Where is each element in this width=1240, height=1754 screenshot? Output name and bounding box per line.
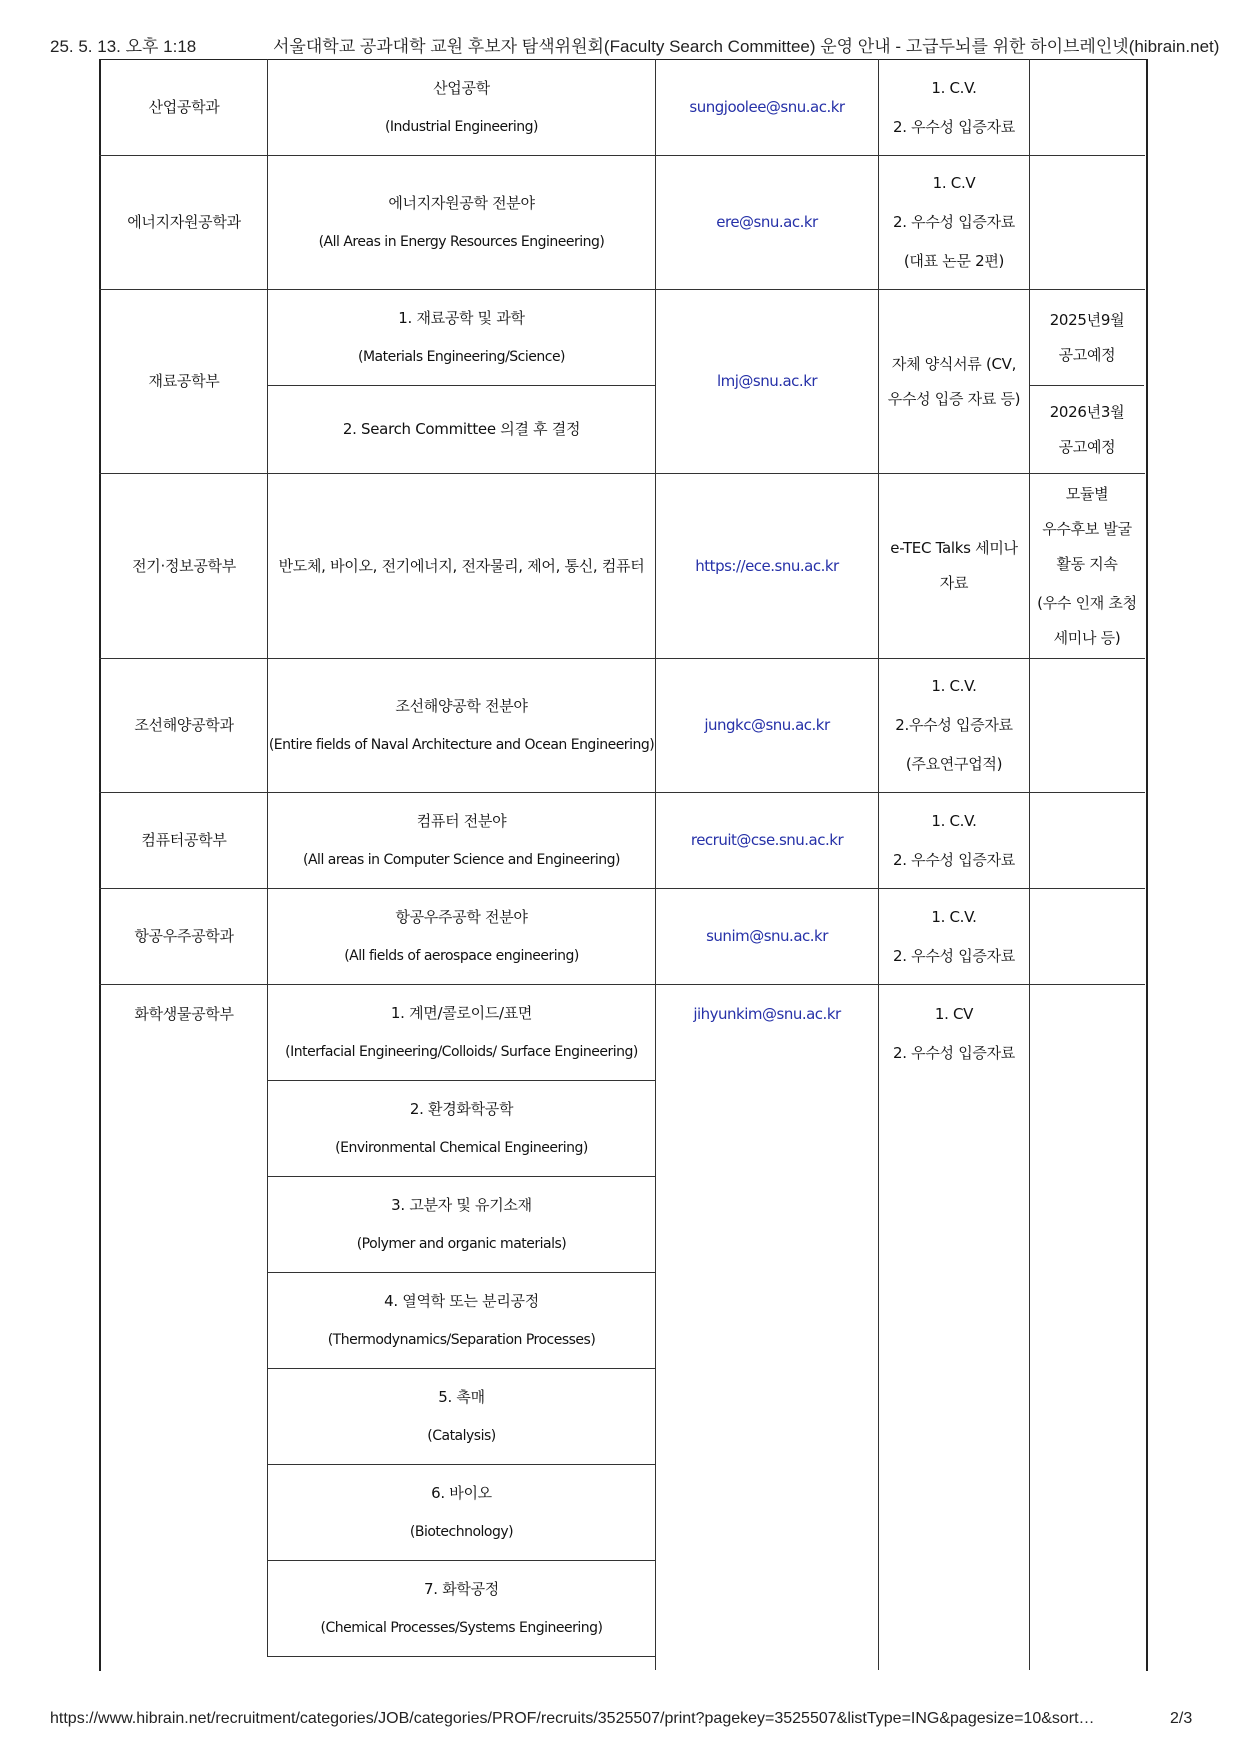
field-cell: 2. 환경화학공학 (Environmental Chemical Engineering): [335, 1100, 588, 1156]
field-cell: 1. 계면/콜로이드/표면 (Interfacial Engineering/Colloids/ Surface Engineering): [285, 1004, 638, 1060]
field-cell: 3. 고분자 및 유기소재 (Polymer and organic materials): [356, 1196, 567, 1252]
contact-cell: [656, 156, 878, 289]
dept-cell: 전기·정보공학부: [132, 556, 236, 575]
field-cell: 2. Search Committee 의결 후 결정: [342, 420, 581, 438]
notes-cell: 모듈별 우수후보 발굴 활동 지속 (우수 인재 초청 세미나 등): [1037, 484, 1137, 647]
dept-cell: 산업공학과: [148, 98, 220, 116]
documents-cell: 1. CV 2. 우수성 입증자료: [893, 1005, 1015, 1062]
documents-cell: 1. C.V. 2.우수성 입증자료 (주요연구업적): [895, 677, 1013, 773]
dept-cell: 컴퓨터공학부: [141, 831, 227, 849]
field-cell: 4. 열역학 또는 분리공정 (Thermodynamics/Separation Processes): [327, 1292, 596, 1348]
field-cell: 산업공학 (Industrial Engineering): [384, 79, 539, 135]
dept-cell: 에너지자원공학과: [127, 213, 241, 231]
field-cell: 컴퓨터 전분야 (All areas in Computer Science and Engineering): [303, 812, 620, 868]
page-url: https://www.hibrain.net/recruitment/categories/JOB/categories/PROF/recruits/3525507/print?pagekey=3525507&listType=ING&pagesize=10&sort…: [50, 1710, 1095, 1727]
dept-cell: 화학생물공학부: [134, 1005, 234, 1023]
documents-cell: 1. C.V. 2. 우수성 입증자료: [893, 78, 1015, 136]
documents-cell: 자체 양식서류 (CV, 우수성 입증 자료 등): [887, 354, 1021, 408]
email-link[interactable]: recruit@cse.snu.ac.kr: [690, 831, 844, 849]
email-link[interactable]: lmj@snu.ac.kr: [716, 372, 818, 390]
email-link[interactable]: jihyunkim@snu.ac.kr: [693, 1005, 841, 1023]
contact-cell: [656, 290, 878, 473]
email-link[interactable]: sunim@snu.ac.kr: [706, 927, 828, 945]
contact-cell: [656, 474, 878, 658]
field-cell: 반도체, 바이오, 전기에너지, 전자물리, 제어, 통신, 컴퓨터: [278, 556, 645, 575]
dept-cell: 항공우주공학과: [134, 927, 234, 945]
field-cell: 조선해양공학 전분야 (Entire fields of Naval Architecture and Ocean Engineering): [268, 697, 655, 753]
contact-cell: [656, 889, 878, 984]
email-link[interactable]: jungkc@snu.ac.kr: [704, 716, 830, 734]
field-cell: 5. 촉매 (Catalysis): [427, 1388, 496, 1444]
notes-cell: 2025년9월 공고예정: [1049, 310, 1125, 364]
contact-cell: [656, 793, 878, 888]
page-title: 서울대학교 공과대학 교원 후보자 탐색위원회(Faculty Search Committee) 운영 안내 - 고급두뇌를 위한 하이브레인넷(hibrain.net): [273, 37, 1220, 56]
documents-cell: e-TEC Talks 세미나 자료: [890, 539, 1018, 592]
field-cell: 항공우주공학 전분야 (All fields of aerospace engineering): [344, 908, 579, 964]
field-cell: 1. 재료공학 및 과학 (Materials Engineering/Science): [357, 309, 566, 365]
page-number: 2/3: [1170, 1710, 1193, 1727]
field-cell: 6. 바이오 (Biotechnology): [409, 1484, 514, 1540]
email-link[interactable]: ere@snu.ac.kr: [716, 213, 818, 231]
contact-cell: [656, 60, 878, 155]
contact-cell: [656, 659, 878, 792]
email-link[interactable]: sungjoolee@snu.ac.kr: [689, 98, 845, 116]
documents-cell: 1. C.V. 2. 우수성 입증자료: [893, 907, 1015, 965]
dept-cell: 조선해양공학과: [134, 716, 234, 734]
notes-cell: 2026년3월 공고예정: [1049, 402, 1125, 456]
website-link[interactable]: https://ece.snu.ac.kr: [695, 556, 839, 575]
field-cell: 에너지자원공학 전분야 (All Areas in Energy Resources Engineering): [318, 194, 605, 250]
dept-cell: 재료공학부: [148, 372, 220, 390]
documents-cell: 1. C.V. 2. 우수성 입증자료: [893, 811, 1015, 869]
documents-cell: 1. C.V 2. 우수성 입증자료 (대표 논문 2편): [893, 174, 1015, 270]
field-cell: 7. 화학공정 (Chemical Processes/Systems Engineering): [320, 1580, 603, 1636]
contact-cell: [656, 985, 878, 1657]
print-datetime: 25. 5. 13. 오후 1:18: [50, 37, 197, 56]
